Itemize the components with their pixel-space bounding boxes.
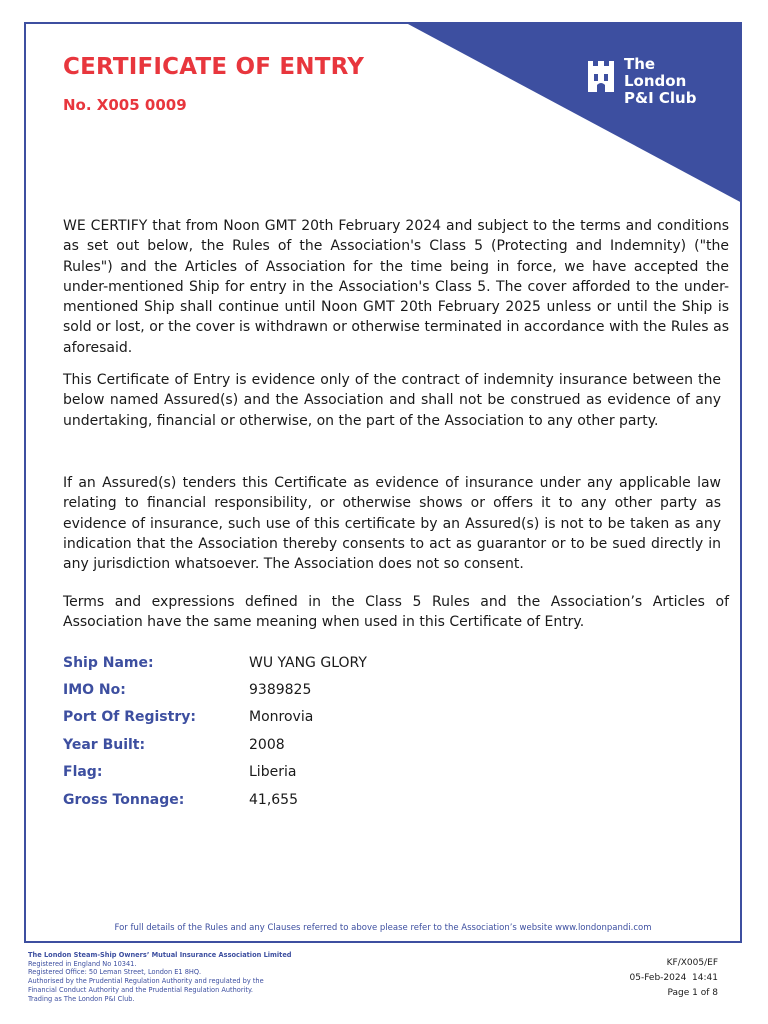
detail-row-ship-name (63, 649, 563, 676)
paragraph-financial-responsibility: If an Assured(s) tenders this Certificate as evidence of insurance under any applicable law relating to financial responsibility, or otherwise shows or offers it to any other party as evidence of insurance, such use of this certificate by an Assured(s) is not to be taken as any indication that the Association thereby consents to act as guarantor or to be sued directly in any jurisdiction whatsoever. The Association does not so consent. (63, 475, 721, 573)
detail-label: Year Built: (63, 736, 146, 753)
logo-line-2: London (624, 72, 687, 90)
rules-website-note: For full details of the Rules and any Clauses referred to above please refer to the Association’s website www.londonpandi.com (114, 923, 652, 933)
detail-label: Ship Name: (63, 654, 154, 671)
page-number: Page 1 of 8 (667, 988, 718, 998)
detail-row-imo (63, 676, 563, 703)
footer-company-name: The London Steam-Ship Owners’ Mutual Insurance Association Limited (28, 951, 292, 959)
detail-label: Flag: (63, 764, 103, 781)
detail-row-flag (63, 759, 563, 786)
detail-label: IMO No: (63, 682, 126, 699)
detail-value: Monrovia (249, 709, 314, 726)
paragraph-evidence: This Certificate of Entry is evidence only of the contract of indemnity insurance between the below named Assured(s) and the Association and shall not be construed as evidence of any undertaking, financial or otherwise, on the part of the Association to any other party. (63, 372, 721, 429)
certificate-frame (24, 22, 742, 943)
detail-label: Gross Tonnage: (63, 791, 185, 808)
building-icon (586, 58, 616, 94)
paragraph-definitions: Terms and expressions defined in the Class 5 Rules and the Association’s Articles of Association have the same meaning when used in this Certificate of Entry. (63, 594, 729, 631)
detail-value: WU YANG GLORY (249, 654, 367, 671)
detail-value: 2008 (249, 736, 285, 753)
detail-label: Port Of Registry: (63, 709, 196, 726)
club-logo (586, 56, 696, 107)
detail-row-gross-tonnage (63, 786, 563, 813)
logo-line-3: P&I Club (624, 89, 697, 107)
footer-line: Authorised by the Prudential Regulation Authority and regulated by the (28, 977, 264, 986)
document-reference: KF/X005/EF (666, 958, 718, 968)
detail-row-port-of-registry (63, 704, 563, 731)
detail-value: 41,655 (249, 791, 298, 808)
footer-line: Registered Office: 50 Leman Street, London E1 8HQ. (28, 968, 202, 977)
corner-triangle (408, 24, 742, 204)
logo-wordmark (624, 56, 696, 107)
logo-line-1: The (624, 55, 656, 73)
footer-document-meta (630, 956, 718, 1001)
ship-details (63, 649, 563, 813)
footer-line: Financial Conduct Authority and the Prudential Regulation Authority. (28, 985, 254, 994)
detail-value: Liberia (249, 764, 297, 781)
paragraph-certification: WE CERTIFY that from Noon GMT 20th February 2024 and subject to the terms and conditions as set out below, the Rules of the Association's Class 5 (Protecting and Indemnity) ("the Rules") and the Articles of Association for the time being in force, we have accepted the under-mentioned Ship for entry in the Association's Class 5. The cover afforded to the under-mentioned Ship shall continue until Noon GMT 20th February 2025 unless or until the Ship is sold or lost, or the cover is withdrawn or otherwise terminated in accordance with the Rules as aforesaid. (63, 218, 729, 356)
detail-value: 9389825 (249, 682, 312, 699)
certificate-number: No. X005 0009 (63, 96, 187, 114)
detail-row-year-built (63, 731, 563, 758)
document-title: CERTIFICATE OF ENTRY (63, 54, 365, 80)
footer-company-info (28, 951, 292, 1003)
footer-line: Trading as The London P&I Club. (28, 994, 135, 1003)
footer-line: Registered in England No 10341. (28, 959, 137, 968)
document-datetime: 05-Feb-2024 14:41 (629, 973, 718, 983)
